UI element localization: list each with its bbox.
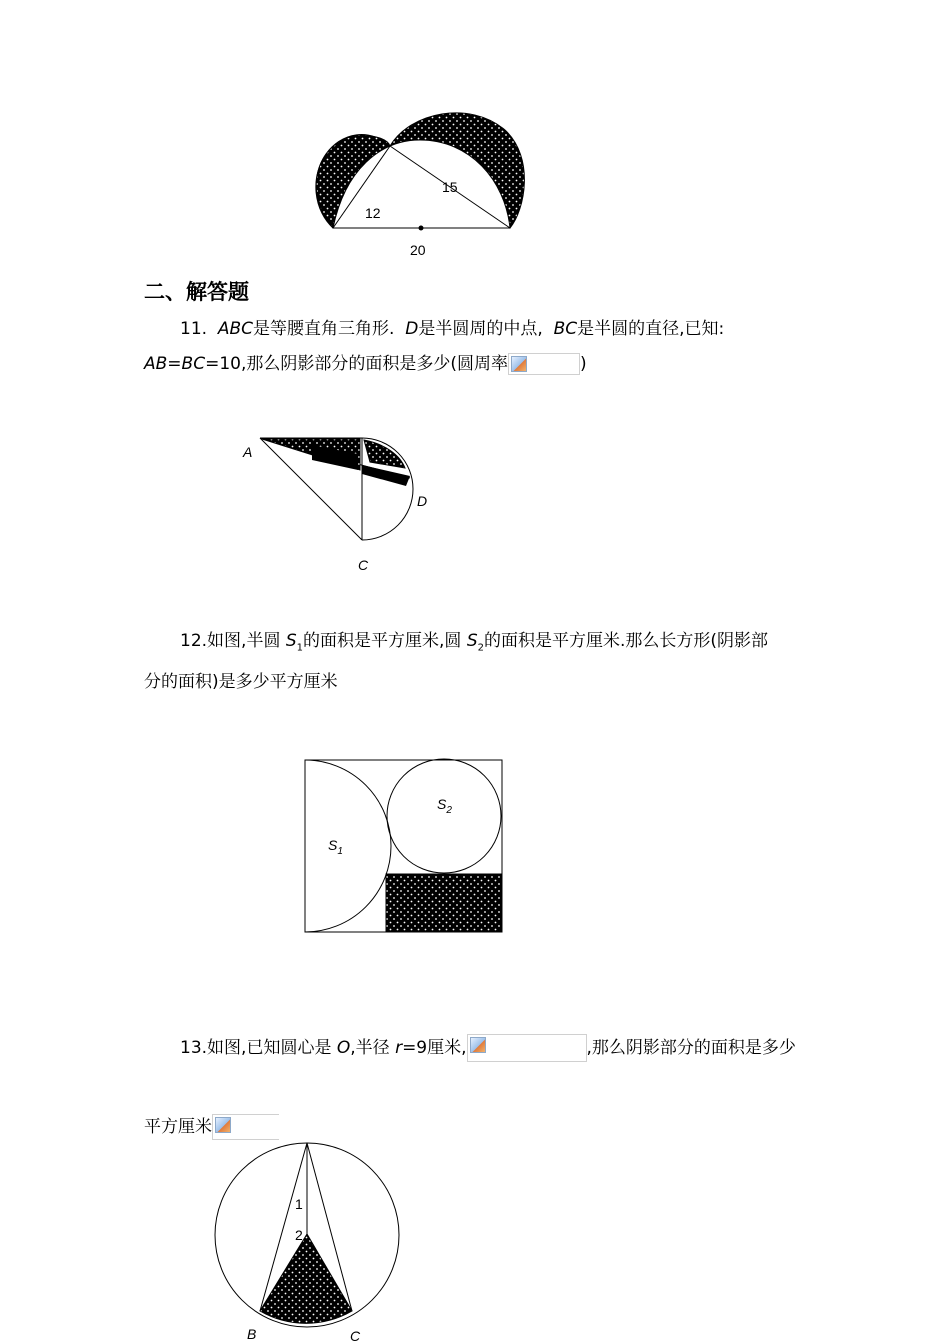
figure-q11 xyxy=(240,425,440,575)
q12-line1: 12.如图,半圆 $S_1$的面积是平方厘米,圆 $S_2$的面积是平方厘米.那么长方形(阴影部 xyxy=(180,631,769,654)
q11-line1: 11. ABC是等腰直角三角形. D是半圆周的中点, BC是半圆的直径,已知: xyxy=(180,319,725,339)
label-S2: $S_2$ xyxy=(437,796,452,816)
figure-q13 xyxy=(205,1138,410,1338)
label-C: C xyxy=(358,557,369,573)
label-C: C xyxy=(350,1328,361,1344)
broken-image-icon xyxy=(467,1034,587,1062)
q13-line2: 平方厘米 xyxy=(144,1114,279,1140)
broken-image-icon xyxy=(508,353,580,375)
label-S1: $S_1$ xyxy=(328,837,343,857)
label-1: 1 xyxy=(295,1196,303,1212)
broken-image-icon xyxy=(212,1114,279,1140)
label-D: D xyxy=(417,493,428,509)
label-A: A xyxy=(243,444,253,460)
q13-line1: 13.如图,已知圆心是 O,半径 r=9厘米, ,那么阴影部分的面积是多少 xyxy=(180,1034,796,1062)
section-heading: 二、解答题 xyxy=(144,280,249,304)
label-20: 20 xyxy=(410,242,426,258)
label-15: 15 xyxy=(442,179,458,195)
q12-line2: 分的面积)是多少平方厘米 xyxy=(144,672,338,692)
q11-line2: AB=BC=10,那么阴影部分的面积是多少(圆周率 ) xyxy=(144,354,587,374)
label-B: B xyxy=(247,1326,257,1342)
label-12: 12 xyxy=(365,205,381,221)
label-2: 2 xyxy=(295,1227,303,1243)
